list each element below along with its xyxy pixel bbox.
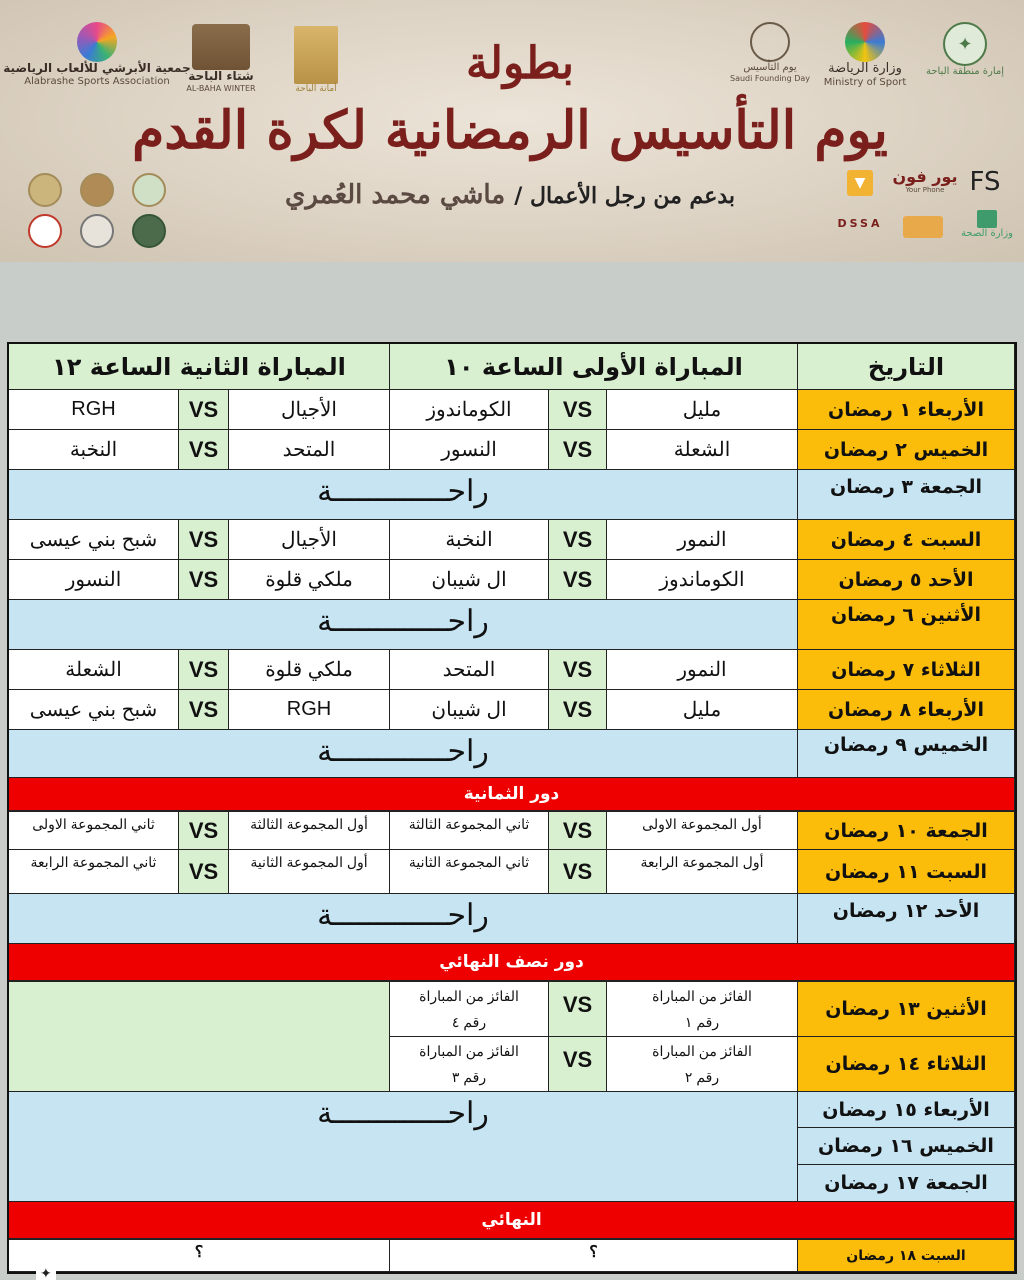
vs-label: VS [549, 812, 607, 850]
rest-day-cell: راحـــــــــــــة [9, 600, 798, 650]
m2-home-team: المتحد [229, 430, 390, 470]
m1-home-team: الشعلة [607, 430, 798, 470]
date-cell: الجمعة ٣ رمضان [798, 470, 1015, 520]
final-team1: ؟ [390, 1240, 798, 1272]
date-cell: الثلاثاء ١٤ رمضان [798, 1037, 1015, 1092]
m2-away-team: ثاني المجموعة الرابعة [9, 850, 179, 894]
m2-away-team: ثاني المجموعة الاولى [9, 812, 179, 850]
your-phone-logo [892, 167, 958, 195]
sf2-away-line2: رقم ٣ [451, 1069, 487, 1085]
founding-day-name-en: Saudi Founding Day [729, 73, 811, 83]
saudi-emblem-icon: ✦ [943, 22, 987, 66]
m2-home-team: RGH [229, 690, 390, 730]
m1-away-team: ال شيبان [390, 690, 549, 730]
date-cell: الجمعة ١٧ رمضان [798, 1165, 1015, 1202]
baha-winter-logo [186, 24, 256, 93]
tournament-banner [0, 0, 1024, 262]
traffic-badge-icon [132, 173, 166, 207]
ministry-health-name-ar: وزارة الصحة [961, 228, 1013, 239]
date-cell: الخميس ٩ رمضان [798, 730, 1015, 778]
vs-label: VS [549, 690, 607, 730]
date-cell: الأحد ١٢ رمضان [798, 894, 1015, 944]
sponsor-lead: بدعم من رجل الأعمال / [514, 183, 735, 209]
m2-home-team: ملكي قلوة [229, 650, 390, 690]
sf2-away-line1: الفائز من المباراة [419, 1043, 519, 1059]
vs-label: VS [179, 850, 229, 894]
vs-label: VS [179, 690, 229, 730]
your-phone-name-en: Your Phone [905, 186, 945, 195]
vs-label: VS [549, 850, 607, 894]
date-cell: الأثنين ٦ رمضان [798, 600, 1015, 650]
banner-title-line1: بطولة [465, 38, 575, 89]
date-cell: السبت ٤ رمضان [798, 520, 1015, 560]
rest-day-cell: راحـــــــــــــة [9, 470, 798, 520]
ministry-sport-emblem-icon [845, 22, 885, 62]
date-cell: الأربعاء ١٥ رمضان [798, 1092, 1015, 1128]
sf1-away-team [390, 982, 549, 1037]
divider-strip [0, 262, 1024, 342]
vs-label: VS [179, 812, 229, 850]
vs-label: VS [549, 560, 607, 600]
sf2-home-line1: الفائز من المباراة [652, 1043, 752, 1059]
your-phone-name-ar: يور فون [892, 167, 958, 186]
alabrashe-name-ar: جمعية الأبرشي للألعاب الرياضية [3, 61, 191, 75]
health-palm-icon [977, 210, 997, 228]
header-match1: المباراة الأولى الساعة ١٠ [390, 344, 798, 390]
security-seal-icon [28, 173, 62, 207]
m2-home-team: أول المجموعة الثالثة [229, 812, 390, 850]
baha-winter-name-en: AL-BAHA WINTER [186, 83, 256, 93]
date-cell: الخميس ١٦ رمضان [798, 1128, 1015, 1165]
trophy-sponsor-logo [840, 170, 880, 196]
sf1-away-line1: الفائز من المباراة [419, 988, 519, 1004]
tower-icon [294, 26, 338, 84]
m2-away-team: الشعلة [9, 650, 179, 690]
rest-day-cell: راحـــــــــــــة [9, 730, 798, 778]
m1-away-team: الكوماندوز [390, 390, 549, 430]
ministry-sport-name-ar: وزارة الرياضة [828, 61, 902, 76]
stage-quarter-final: دور الثمانية [9, 778, 1015, 812]
m2-away-team: RGH [9, 390, 179, 430]
date-cell: الثلاثاء ٧ رمضان [798, 650, 1015, 690]
m1-home-team: أول المجموعة الاولى [607, 812, 798, 850]
ministry-sport-name-en: Ministry of Sport [823, 76, 907, 88]
final-team2: ؟ [9, 1240, 390, 1272]
vs-label: VS [549, 520, 607, 560]
banner-sponsor-line [220, 180, 800, 210]
baha-winter-name-ar: شتاء الباحة [188, 69, 254, 83]
founding-day-name-ar: يوم التأسيس [743, 62, 797, 73]
vs-label: VS [549, 1037, 607, 1092]
rest-days-cell: راحـــــــــــــة [9, 1092, 798, 1202]
advertising-icon [903, 216, 943, 238]
vs-label: VS [549, 982, 607, 1037]
vs-label: VS [549, 390, 607, 430]
red-crescent-icon [28, 214, 62, 248]
advertising-logo [895, 216, 951, 238]
date-cell: الأربعاء ١ رمضان [798, 390, 1015, 430]
alabrashe-logo [3, 22, 191, 87]
alabrashe-flower-icon [77, 22, 117, 62]
date-cell: الأحد ٥ رمضان [798, 560, 1015, 600]
m1-away-team: ثاني المجموعة الثالثة [390, 812, 549, 850]
sf2-home-line2: رقم ٢ [684, 1069, 720, 1085]
vs-label: VS [179, 560, 229, 600]
m2-home-team: الأجيال [229, 390, 390, 430]
m1-away-team: النخبة [390, 520, 549, 560]
m2-away-team: النخبة [9, 430, 179, 470]
sf2-away-team [390, 1037, 549, 1092]
m1-home-team: الكوماندوز [607, 560, 798, 600]
date-cell: السبت ١١ رمضان [798, 850, 1015, 894]
m1-home-team: أول المجموعة الرابعة [607, 850, 798, 894]
header-match2: المباراة الثانية الساعة ١٢ [9, 344, 390, 390]
date-cell: السبت ١٨ رمضان [798, 1240, 1015, 1272]
header-date: التاريخ [798, 344, 1015, 390]
vs-label: VS [179, 650, 229, 690]
sponsor-name: ماشي محمد العُمري [284, 180, 506, 210]
baha-emirate-name: إمارة منطقة الباحة [925, 66, 1005, 77]
trophy-icon: ▼ [847, 170, 873, 196]
ministry-health-logo [958, 210, 1016, 240]
baha-emirate-logo [925, 22, 1005, 78]
m1-home-team: مليل [607, 390, 798, 430]
m1-away-team: ال شيبان [390, 560, 549, 600]
vs-label: VS [179, 520, 229, 560]
sf2-home-team [607, 1037, 798, 1092]
fs-name: FS [969, 167, 1001, 197]
village-palm-icon [192, 24, 250, 70]
signature-mark: ✦ [36, 1266, 56, 1280]
baha-municipality-logo [286, 26, 346, 94]
vs-label: VS [179, 430, 229, 470]
rest-day-cell: راحـــــــــــــة [9, 894, 798, 944]
vs-label: VS [549, 430, 607, 470]
m2-away-team: النسور [9, 560, 179, 600]
m2-home-team: أول المجموعة الثانية [229, 850, 390, 894]
m1-home-team: مليل [607, 690, 798, 730]
vs-label: VS [549, 650, 607, 690]
m1-home-team: النمور [607, 520, 798, 560]
empty-match2-cell [9, 982, 390, 1092]
schedule-table [7, 342, 1017, 1274]
saff-football-icon [132, 214, 166, 248]
baha-municipality-name: أمانة الباحة [295, 84, 337, 94]
sf1-away-line2: رقم ٤ [451, 1014, 487, 1030]
date-cell: الخميس ٢ رمضان [798, 430, 1015, 470]
banner-title-line2: يوم التأسيس الرمضانية لكرة القدم [132, 100, 888, 161]
sf1-home-line1: الفائز من المباراة [652, 988, 752, 1004]
alabrashe-name-en: Alabrashe Sports Association [24, 75, 170, 87]
dssa-name: DSSA [837, 217, 883, 230]
m2-home-team: ملكي قلوة [229, 560, 390, 600]
founding-day-emblem-icon [750, 22, 790, 62]
m2-away-team: شبح بني عيسى [9, 520, 179, 560]
date-cell: الجمعة ١٠ رمضان [798, 812, 1015, 850]
founding-day-logo [730, 22, 810, 83]
stage-final: النهائي [9, 1202, 1015, 1240]
m2-home-team: الأجيال [229, 520, 390, 560]
m1-away-team: المتحد [390, 650, 549, 690]
fs-logo [965, 168, 1005, 198]
vs-label: VS [179, 390, 229, 430]
m2-away-team: شبح بني عيسى [9, 690, 179, 730]
civil-defense-icon [80, 214, 114, 248]
sf1-home-line2: رقم ١ [684, 1014, 720, 1030]
ministry-of-sport-logo [820, 22, 910, 88]
stage-semi-final: دور نصف النهائي [9, 944, 1015, 982]
m1-away-team: ثاني المجموعة الثانية [390, 850, 549, 894]
sf1-home-team [607, 982, 798, 1037]
date-cell: الأربعاء ٨ رمضان [798, 690, 1015, 730]
police-badge-icon [80, 173, 114, 207]
m1-away-team: النسور [390, 430, 549, 470]
m1-home-team: النمور [607, 650, 798, 690]
date-cell: الأثنين ١٣ رمضان [798, 982, 1015, 1037]
dssa-logo [832, 218, 888, 231]
